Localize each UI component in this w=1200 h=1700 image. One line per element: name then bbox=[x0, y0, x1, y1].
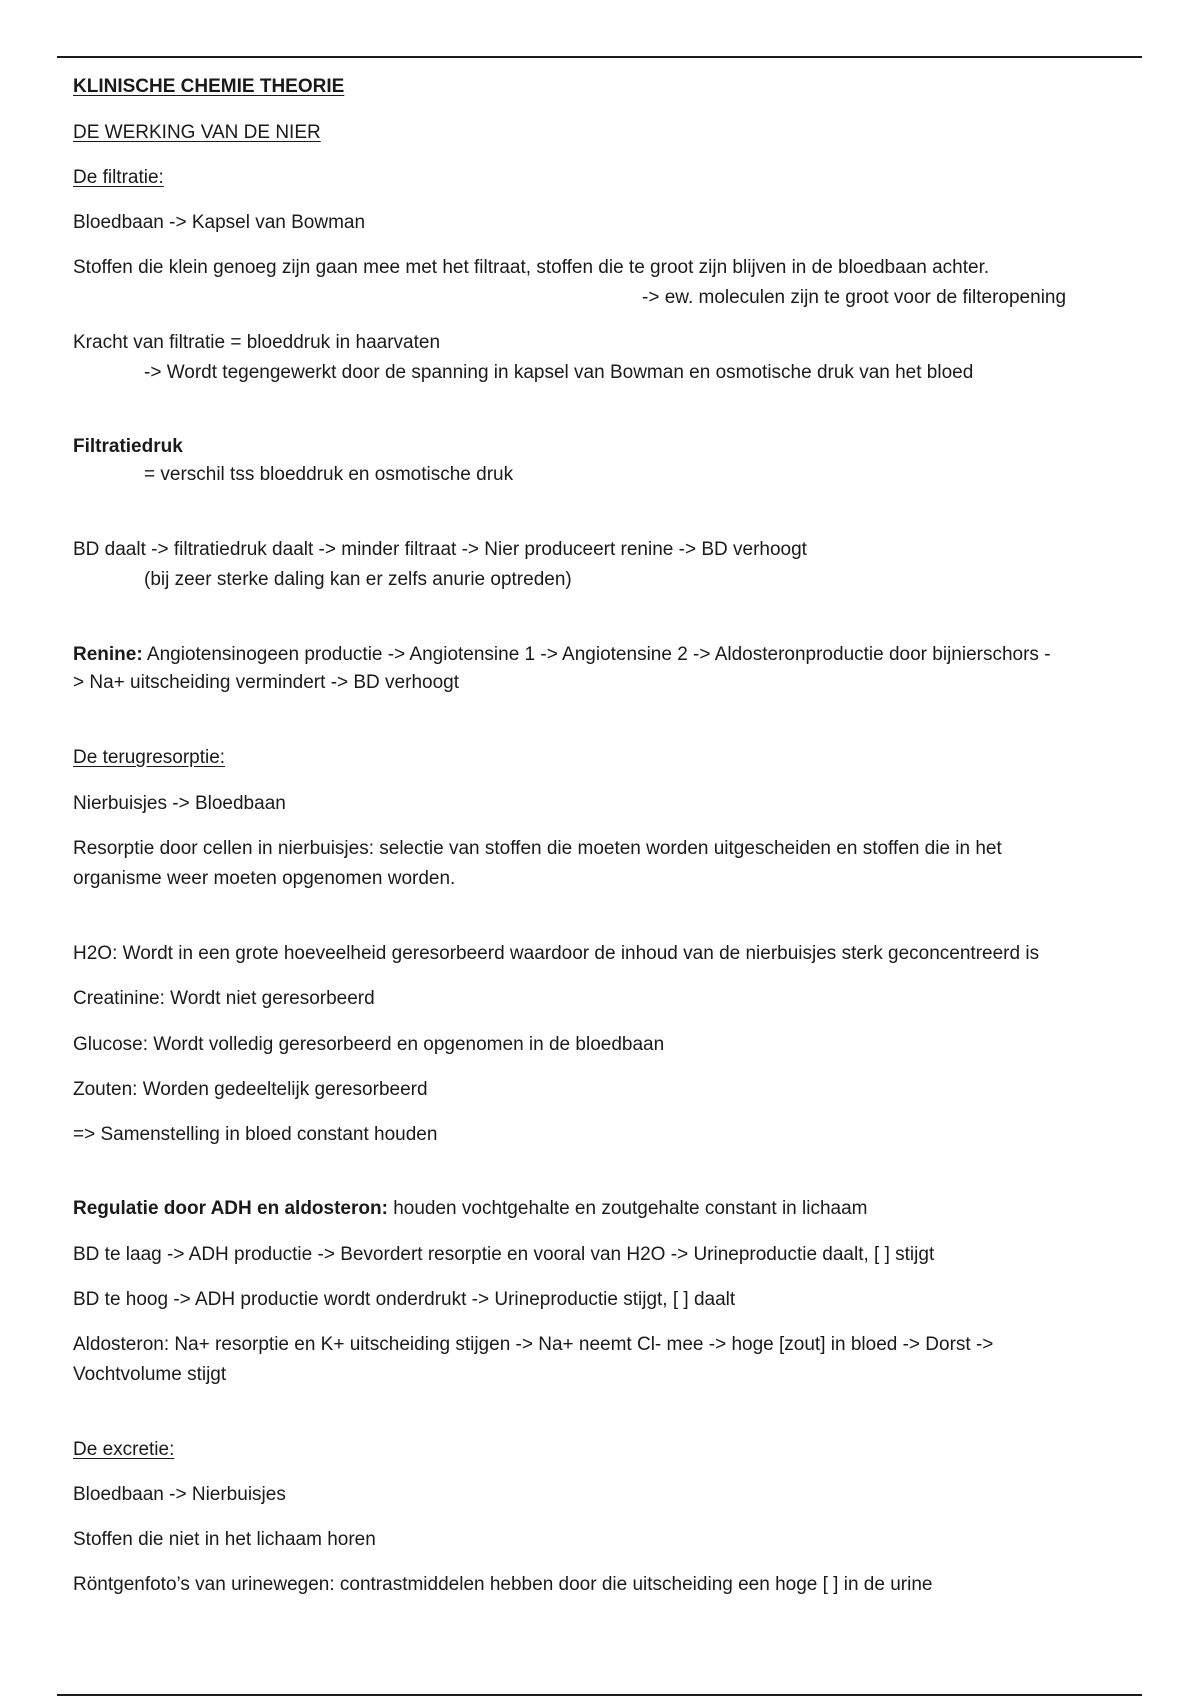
kracht-line: Kracht van filtratie = bloeddruk in haarvaten bbox=[73, 332, 441, 353]
renine-line-1 bbox=[73, 640, 1051, 670]
document-title: KLINISCHE CHEMIE THEORIE bbox=[73, 76, 345, 97]
bd-daalt-note: (bij zeer sterke daling kan er zelfs anurie optreden) bbox=[144, 569, 572, 590]
creatinine-line: Creatinine: Wordt niet geresorbeerd bbox=[73, 988, 375, 1009]
resorptie-line-2: organisme weer moeten opgenomen worden. bbox=[73, 868, 456, 889]
filtratie-flow: Bloedbaan -> Kapsel van Bowman bbox=[73, 212, 366, 233]
bd-laag-line: BD te laag -> ADH productie -> Bevordert resorptie en vooral van H2O -> Urineproductie daalt, [ ] stijgt bbox=[73, 1244, 935, 1265]
samenstelling-line: => Samenstelling in bloed constant houden bbox=[73, 1124, 438, 1145]
h2o-line: H2O: Wordt in een grote hoeveelheid geresorbeerd waardoor de inhoud van de nierbuisjes sterk geconcentreerd is bbox=[73, 943, 1040, 964]
aldosteron-line-1: Aldosteron: Na+ resorptie en K+ uitscheiding stijgen -> Na+ neemt Cl- mee -> hoge [zout] in bloed -> Dorst -> bbox=[73, 1334, 994, 1355]
resorptie-line-1: Resorptie door cellen in nierbuisjes: selectie van stoffen die moeten worden uitgescheiden en stoffen die in het bbox=[73, 838, 1002, 859]
renine-label: Renine: bbox=[73, 644, 143, 665]
renine-line-2: > Na+ uitscheiding vermindert -> BD verhoogt bbox=[73, 672, 460, 693]
filtratie-heading: De filtratie: bbox=[73, 167, 164, 188]
kracht-note: -> Wordt tegengewerkt door de spanning in kapsel van Bowman en osmotische druk van het bloed bbox=[144, 362, 974, 383]
bd-hoog-line: BD te hoog -> ADH productie wordt onderdrukt -> Urineproductie stijgt, [ ] daalt bbox=[73, 1289, 736, 1310]
glucose-line: Glucose: Wordt volledig geresorbeerd en opgenomen in de bloedbaan bbox=[73, 1034, 665, 1055]
zouten-line: Zouten: Worden gedeeltelijk geresorbeerd bbox=[73, 1079, 428, 1100]
excretie-flow: Bloedbaan -> Nierbuisjes bbox=[73, 1484, 286, 1505]
excretie-line-2: Röntgenfoto’s van urinewegen: contrastmiddelen hebben door die uitscheiding een hoge [ ] in de urine bbox=[73, 1574, 933, 1595]
aldosteron-line-2: Vochtvolume stijgt bbox=[73, 1364, 227, 1385]
terugresorptie-flow: Nierbuisjes -> Bloedbaan bbox=[73, 793, 286, 814]
top-rule bbox=[57, 56, 1142, 58]
renine-text: Angiotensinogeen productie -> Angiotensine 1 -> Angiotensine 2 -> Aldosteronproductie door bijnierschors - bbox=[142, 644, 1051, 665]
regulatie-line bbox=[73, 1194, 868, 1224]
section-heading: DE WERKING VAN DE NIER bbox=[73, 122, 321, 143]
filtratiedruk-label: Filtratiedruk bbox=[73, 436, 183, 457]
filtratiedruk-definition: = verschil tss bloeddruk en osmotische druk bbox=[144, 464, 514, 485]
bottom-rule bbox=[57, 1694, 1142, 1696]
excretie-line-1: Stoffen die niet in het lichaam horen bbox=[73, 1529, 376, 1550]
bd-daalt-line: BD daalt -> filtratiedruk daalt -> minder filtraat -> Nier produceert renine -> BD verhoogt bbox=[73, 539, 807, 560]
filtratie-note: -> ew. moleculen zijn te groot voor de filteropening bbox=[642, 287, 1067, 308]
filtratie-paragraph: Stoffen die klein genoeg zijn gaan mee met het filtraat, stoffen die te groot zijn blijven in de bloedbaan achter. bbox=[73, 257, 990, 278]
terugresorptie-heading: De terugresorptie: bbox=[73, 747, 226, 768]
regulatie-label: Regulatie door ADH en aldosteron: bbox=[73, 1198, 388, 1219]
regulatie-text: houden vochtgehalte en zoutgehalte constant in lichaam bbox=[387, 1198, 868, 1219]
excretie-heading: De excretie: bbox=[73, 1439, 175, 1460]
